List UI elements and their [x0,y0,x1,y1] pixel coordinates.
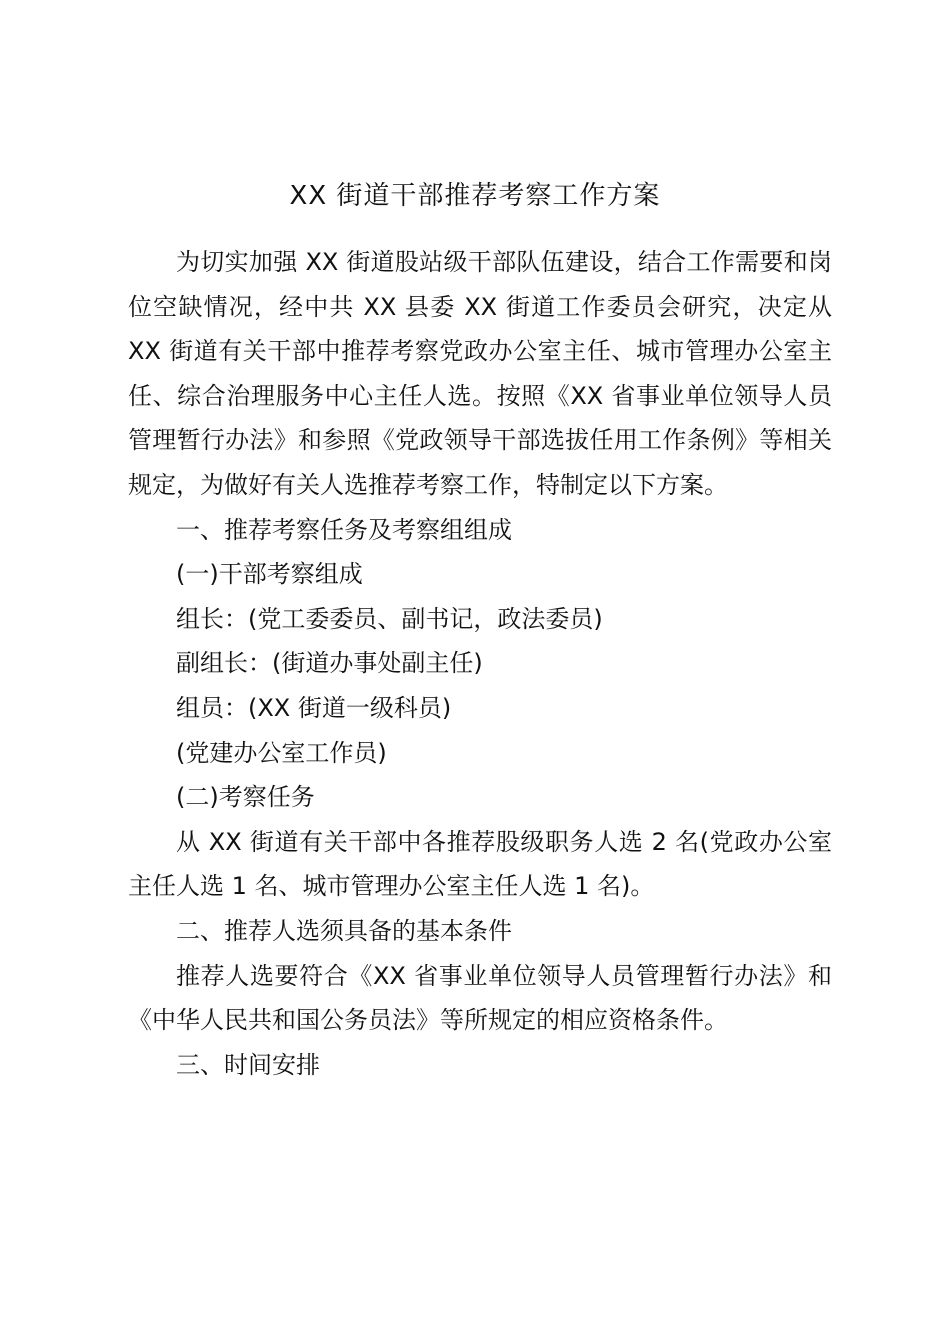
section-heading-2: 二、推荐人选须具备的基本条件 [176,916,512,945]
subsection-heading-2: (二)考察任务 [176,783,315,812]
member-line-2: (党建办公室工作员) [176,738,387,767]
section-heading-3: 三、时间安排 [176,1050,320,1079]
deputy-leader-line: 副组长：(街道办事处副主任) [176,649,483,678]
member-line: 组员：(XX 街道一级科员) [176,693,452,722]
task-paragraph: 从 XX 街道有关干部中各推荐股级职务人选 2 名(党政办公室主任人选 1 名、城市管理办公室主任人选 1 名)。 [128,827,832,901]
team-leader-line: 组长：(党工委委员、副书记，政法委员) [176,604,603,633]
section-heading-1: 一、推荐考察任务及考察组组成 [176,515,512,544]
document-title: XX 街道干部推荐考察工作方案 [289,181,661,211]
document-body [128,240,832,1087]
subsection-heading-1: (一)干部考察组成 [176,560,363,589]
intro-paragraph: 为切实加强 XX 街道股站级干部队伍建设，结合工作需要和岗位空缺情况，经中共 XX 县委 XX 街道工作委员会研究，决定从 XX 街道有关干部中推荐考察党政办公室主任、城市管理办公室主任、综合治理服务中心主任人选。按照《XX 省事业单位领导人员管理暂行办法》和参照《党政领导干部选拔任用工作条例》等相关规定，为做好有关人选推荐考察工作，特制定以下方案。 [128,248,832,499]
conditions-paragraph: 推荐人选要符合《XX 省事业单位领导人员管理暂行办法》和《中华人民共和国公务员法》等所规定的相应资格条件。 [128,961,832,1035]
